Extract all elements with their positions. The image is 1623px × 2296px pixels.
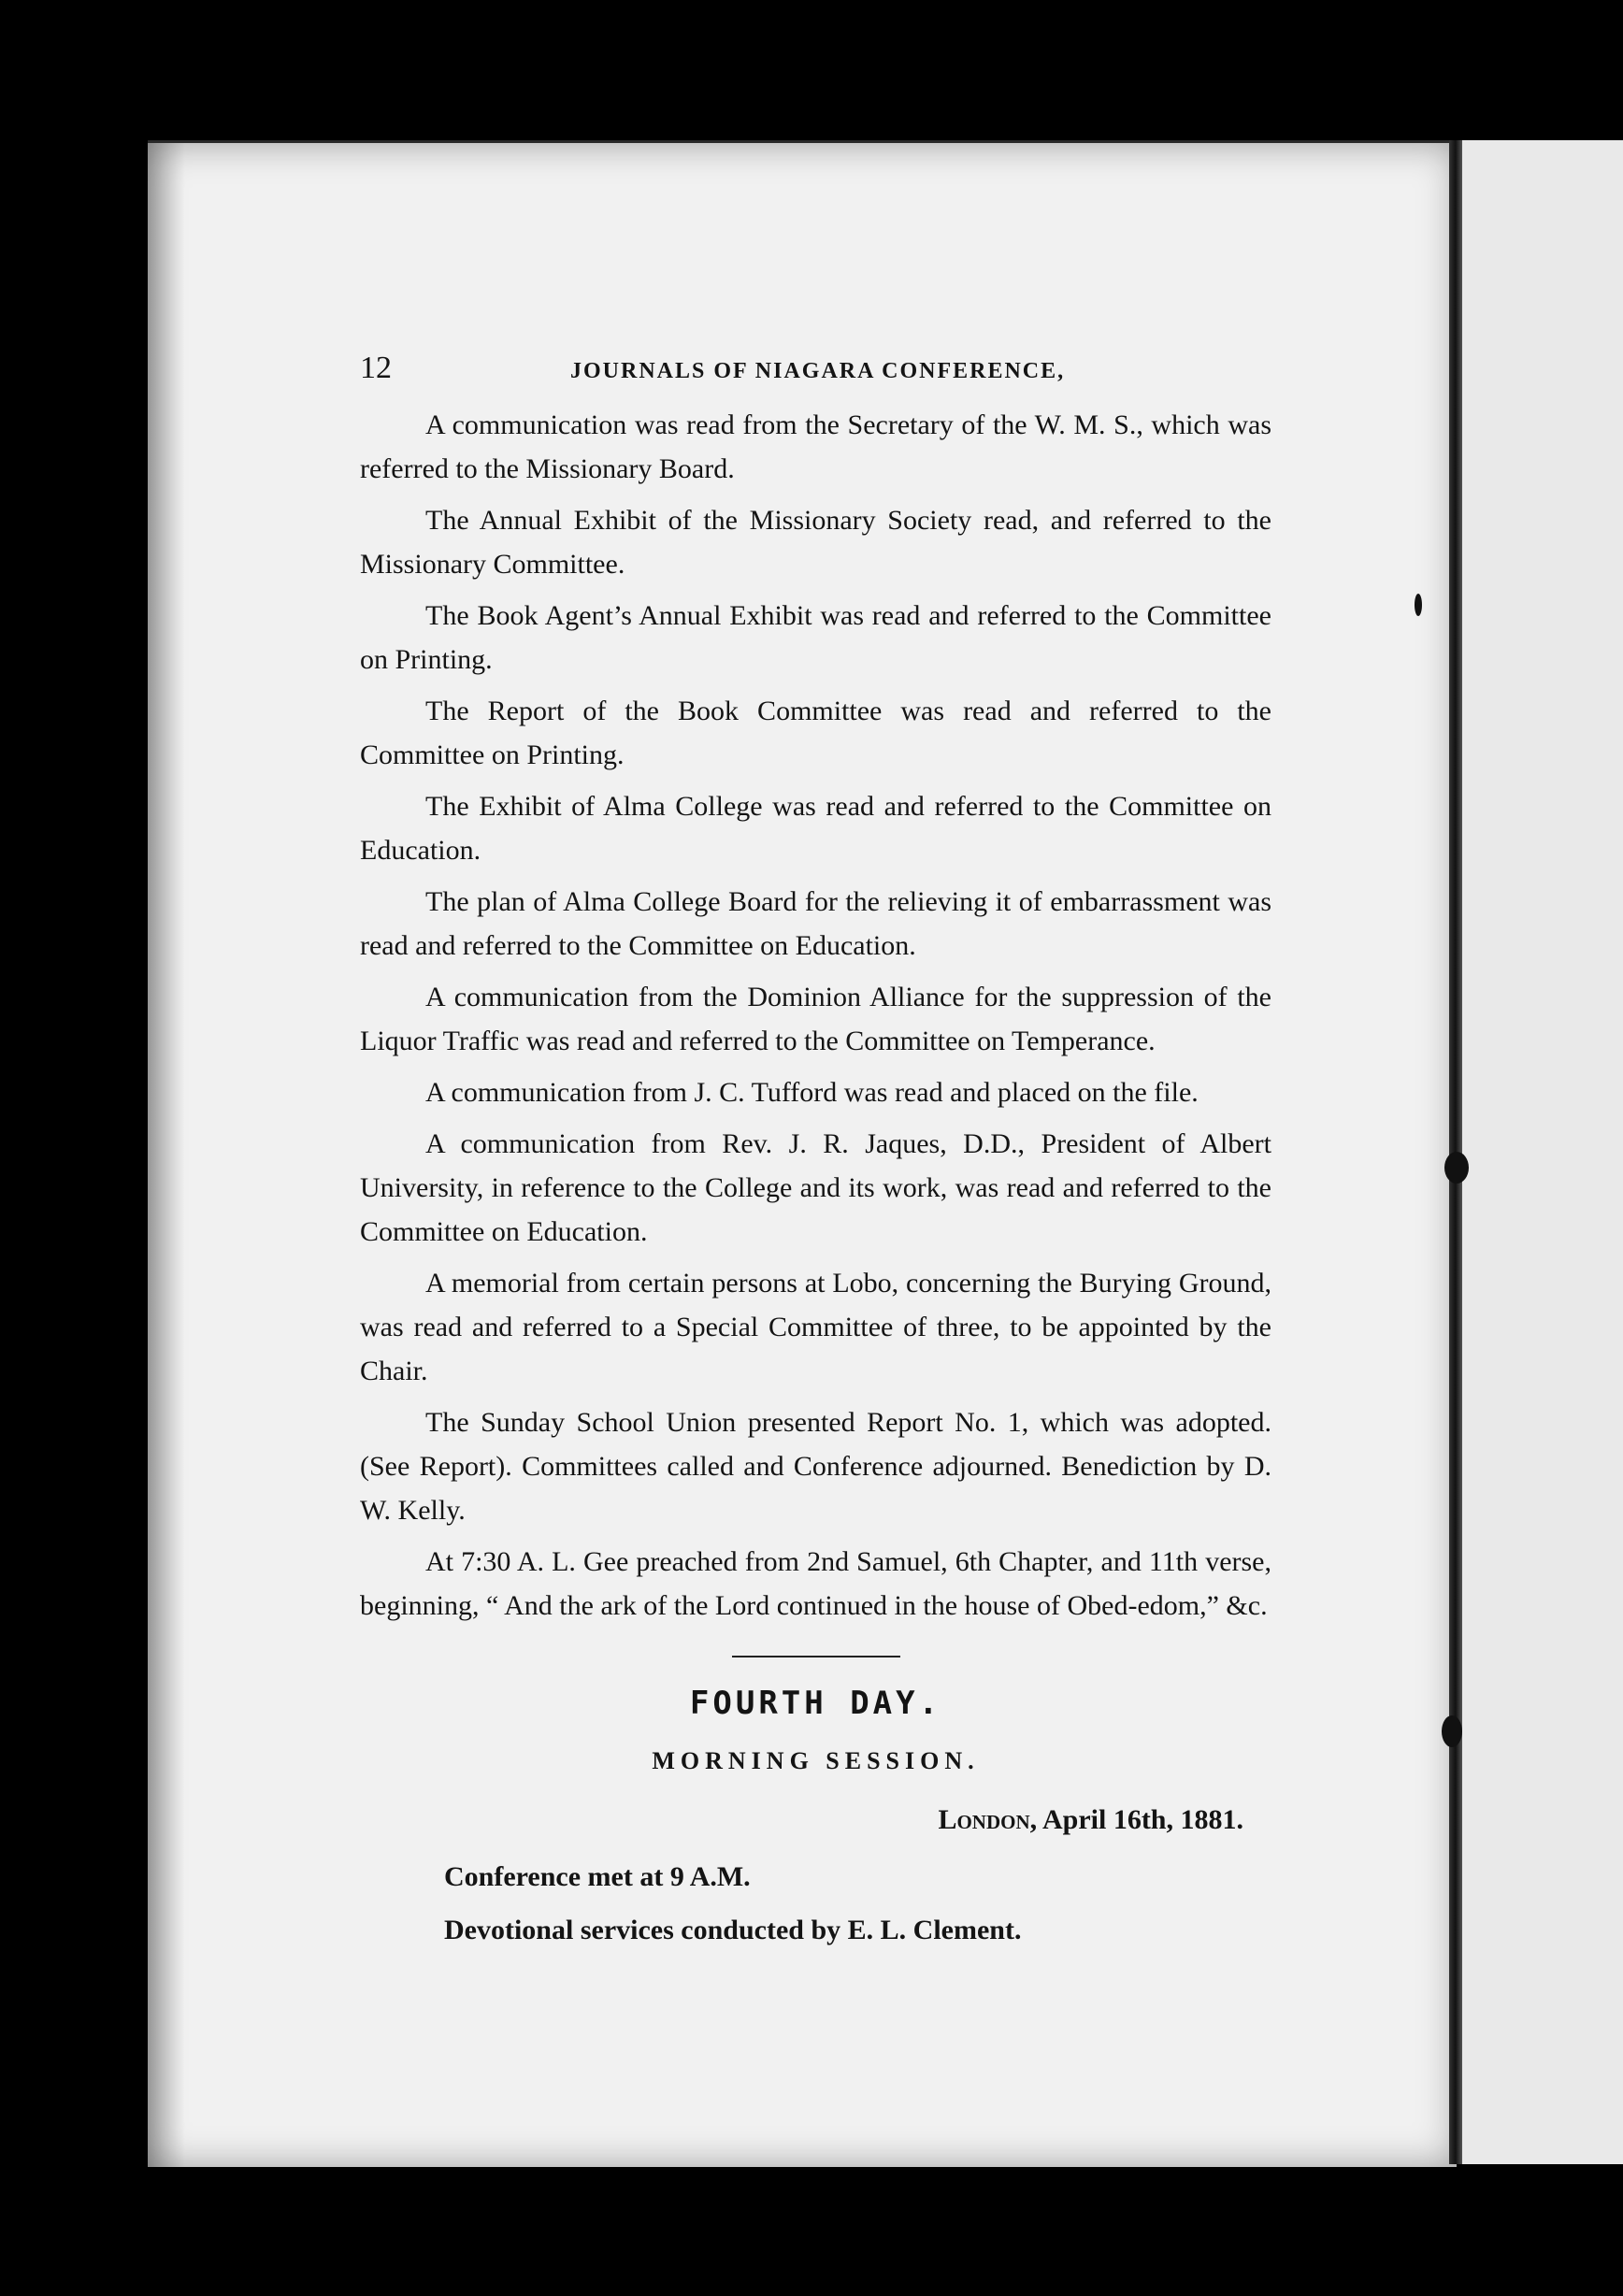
ink-blot (1442, 1715, 1462, 1747)
ink-blot (1444, 1152, 1469, 1184)
paragraph: The Annual Exhibit of the Missionary Society read, and referred to the Missionary Committee. (360, 505, 1271, 580)
page-number: 12 (360, 351, 392, 385)
paragraph: A communication from Rev. J. R. Jaques, D.D., President of Albert University, in reference to the College and its work, was read and referred to the Committee on Education. (360, 1128, 1271, 1247)
journal-title: JOURNALS OF NIAGARA CONFERENCE, (570, 359, 1066, 383)
session-heading: MORNING SESSION. (652, 1747, 980, 1774)
closing-paragraph: Conference met at 9 A.M. (444, 1861, 751, 1892)
running-head (360, 346, 1271, 394)
paragraph: A memorial from certain persons at Lobo, concerning the Burying Ground, was read and referred to a Special Committee of three, to be appointed by the Chair. (360, 1268, 1271, 1386)
paragraph: The Report of the Book Committee was read and referred to the Committee on Printing. (360, 696, 1271, 770)
dateline-place: London, (938, 1804, 1038, 1835)
paragraph: A communication from the Dominion Alliance for the suppression of the Liquor Traffic was read and referred to the Committee on Temperance. (360, 982, 1271, 1056)
dateline (360, 1798, 1243, 1842)
paragraph: A communication from J. C. Tufford was read and placed on the file. (425, 1077, 1199, 1108)
closing-paragraph: Devotional services conducted by E. L. Clement. (444, 1915, 1022, 1945)
page-text (360, 346, 1271, 1961)
paragraph: The plan of Alma College Board for the relieving it of embarrassment was read and referred to the Committee on Education. (360, 886, 1271, 961)
dateline-date: April 16th, 1881. (1041, 1804, 1243, 1835)
section-rule (732, 1656, 900, 1657)
paragraph: A communication was read from the Secretary of the W. M. S., which was referred to the Missionary Board. (360, 409, 1271, 484)
paragraph: At 7:30 A. L. Gee preached from 2nd Samuel, 6th Chapter, and 11th verse, beginning, “ And the ark of the Lord continued in the house of Obed-edom,” &c. (360, 1546, 1271, 1621)
day-heading: FOURTH DAY. (689, 1685, 942, 1722)
ink-blot (1415, 594, 1422, 616)
facing-page-edge (1462, 140, 1623, 2164)
paragraph: The Exhibit of Alma College was read and referred to the Committee on Education. (360, 791, 1271, 866)
paragraph: The Book Agent’s Annual Exhibit was read and referred to the Committee on Printing. (360, 600, 1271, 675)
paragraph: The Sunday School Union presented Report No. 1, which was adopted. (See Report). Committees called and Conference adjourned. Benediction by D. W. Kelly. (360, 1407, 1271, 1526)
